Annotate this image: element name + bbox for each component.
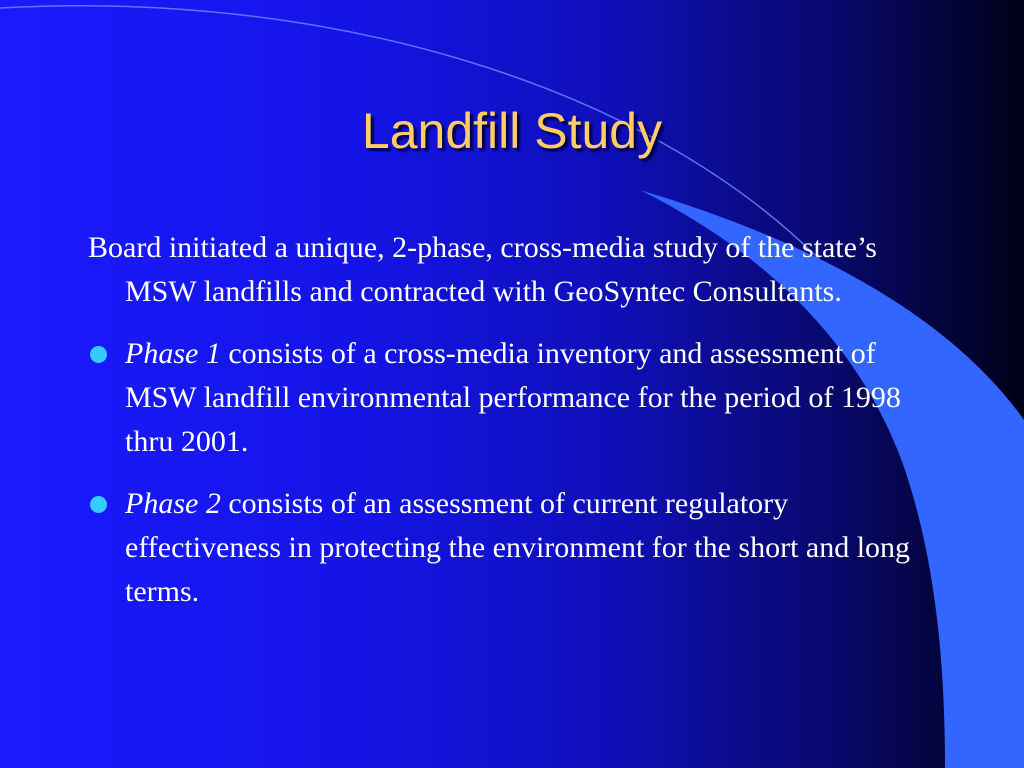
bullet-lead: Phase 1 xyxy=(125,337,221,370)
bullet-item-phase-2 xyxy=(88,482,948,614)
slide-title: Landfill Study xyxy=(361,103,663,159)
bullet-item-phase-1 xyxy=(88,332,948,464)
bullet-text: consists of a cross-media inventory and assessment of MSW landfill environmental performance for the period of 1998 thru 2001. xyxy=(125,337,901,458)
bullet-text: consists of an assessment of current regulatory effectiveness in protecting the environment for the short and long terms. xyxy=(125,487,911,608)
slide-body xyxy=(88,226,948,632)
bullet-icon xyxy=(90,346,107,363)
bullet-lead: Phase 2 xyxy=(125,487,221,520)
intro-paragraph: Board initiated a unique, 2-phase, cross-media study of the state’s MSW landfills and contracted with GeoSyntec Consultants. xyxy=(88,231,877,308)
bullet-icon xyxy=(90,496,107,513)
